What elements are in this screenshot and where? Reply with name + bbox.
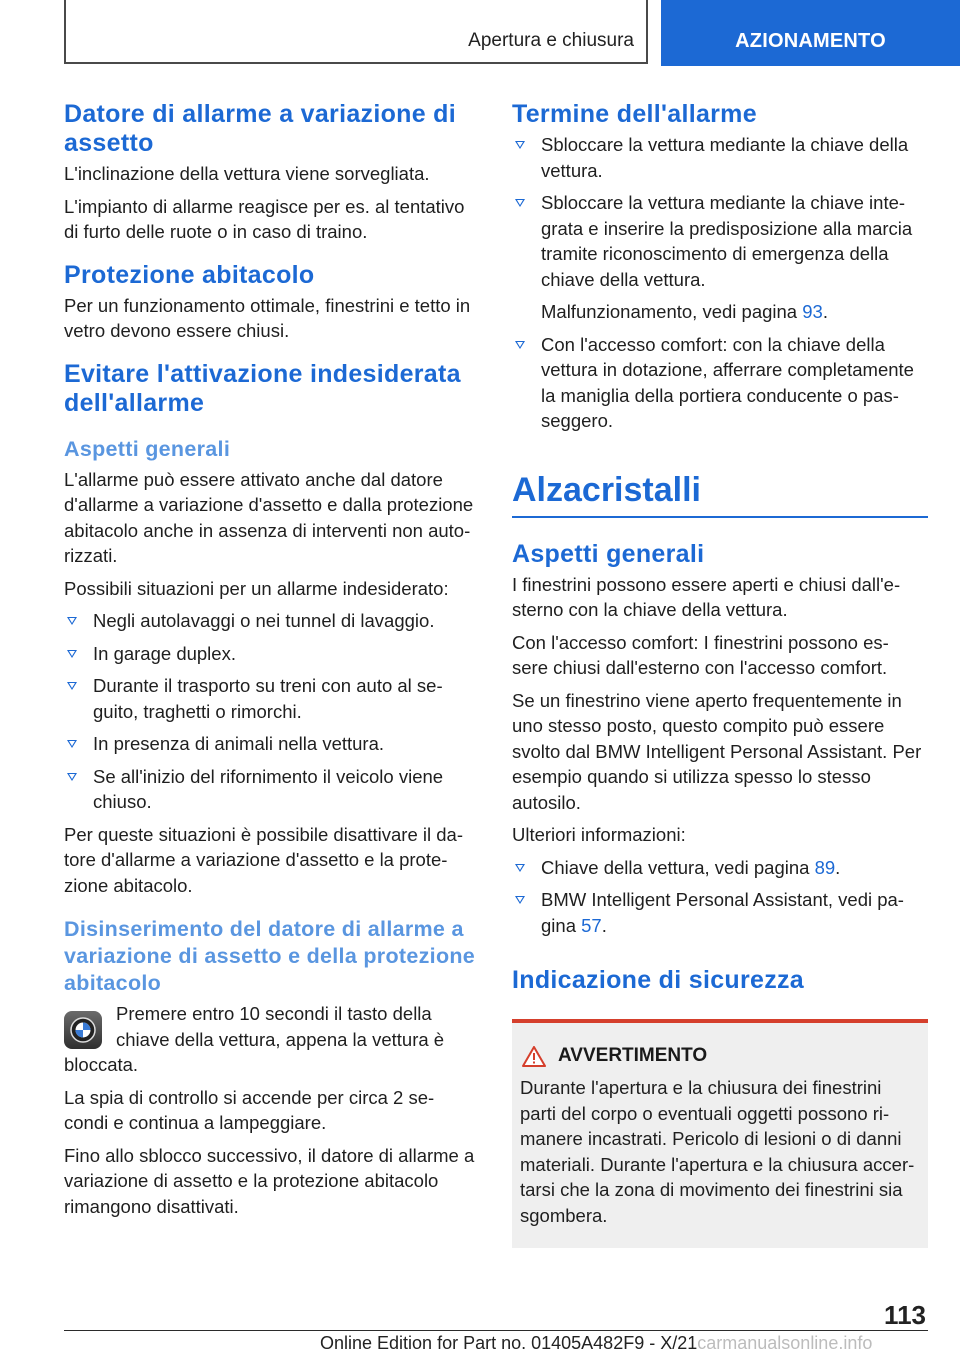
bullet-triangle-icon — [67, 650, 77, 658]
list-item: Chiave della vettura, vedi pagina 89. — [512, 855, 928, 881]
paragraph: L'impianto di allarme reagisce per es. al tentativo di furto delle ruote o in caso di traino. — [64, 195, 465, 242]
bullet-triangle-icon — [67, 740, 77, 748]
list-item: Se all'inizio del rifornimento il veicolo viene chiuso. — [64, 764, 480, 815]
bullet-list — [512, 855, 928, 939]
footer-watermark: carmanualsonline.info — [697, 1333, 873, 1353]
sub-paragraph: Malfunzionamento, vedi pagina 93. — [541, 301, 828, 322]
key-instruction: Premere entro 10 secondi il tasto della chiave della vettura, appena la vettura è bloccata. — [64, 1003, 445, 1075]
heading-avoid-alarm: Evitare l'attivazione indesiderata dell'allarme — [64, 359, 461, 417]
list-item: BMW Intelligent Personal Assistant, vedi pa- gina 57. — [512, 887, 928, 938]
bullet-triangle-icon — [67, 682, 77, 690]
paragraph: Per un funzionamento ottimale, finestrini e tetto in vetro devono essere chiusi. — [64, 294, 471, 341]
page-link-93[interactable]: 93 — [802, 301, 823, 322]
bmw-key-icon — [64, 1011, 102, 1049]
paragraph: Ulteriori informazioni: — [512, 824, 686, 845]
page-link-89[interactable]: 89 — [814, 856, 836, 878]
right-column — [512, 100, 928, 1248]
bullet-triangle-icon — [515, 896, 525, 904]
heading-safety-note: Indicazione di sicurezza — [512, 966, 805, 994]
heading-end-alarm: Termine dell'allarme — [512, 100, 757, 128]
warning-text: Durante l'apertura e la chiusura dei finestrini parti del corpo o eventuali oggetti possono ri- manere incastrati. Pericolo di lesioni o di danni materiali. Durante l'apertura e la chiusura accer- tarsi che la zona di movimento dei finestrini sia sgombera. — [520, 1077, 915, 1226]
heading-cabin-protection: Protezione abitacolo — [64, 260, 315, 289]
left-column — [64, 100, 480, 1226]
list-item: Sbloccare la vettura mediante la chiave della vettura. — [512, 132, 928, 183]
heading-general: Aspetti generali — [64, 436, 231, 461]
bullet-triangle-icon — [515, 199, 525, 207]
bullet-triangle-icon — [67, 773, 77, 781]
bullet-list — [512, 332, 928, 434]
paragraph: Per queste situazioni è possibile disattivare il da- tore d'allarme a variazione d'assetto e la prote- zione abitacolo. — [64, 823, 463, 896]
heading-tilt-alarm: Datore di allarme a variazione di assetto — [64, 100, 456, 157]
list-item: Durante il trasporto su treni con auto al se- guito, traghetti o rimorchi. — [64, 673, 480, 724]
bullet-list — [512, 132, 928, 292]
heading-general: Aspetti generali — [512, 539, 705, 568]
bullet-triangle-icon — [67, 617, 77, 625]
paragraph: I finestrini possono essere aperti e chiusi dall'e- sterno con la chiave della vettura. — [512, 573, 901, 620]
paragraph: Fino allo sblocco successivo, il datore di allarme a variazione di assetto e la protezione abitacolo rimangono disattivati. — [64, 1144, 475, 1217]
page-link-57[interactable]: 57 — [581, 914, 602, 936]
warning-title: AVVERTIMENTO — [520, 1045, 920, 1067]
warning-triangle-icon — [522, 1046, 546, 1067]
bullet-list — [64, 608, 480, 815]
warning-box — [512, 1019, 928, 1248]
paragraph: L'allarme può essere attivato anche dal datore d'allarme a variazione d'assetto e dalla protezione abitacolo anche in assenza di interventi non auto- rizzati. — [64, 468, 474, 566]
header-section-title: Apertura e chiusura — [468, 30, 634, 51]
paragraph: L'inclinazione della vettura viene sorvegliata. — [64, 163, 430, 184]
list-item: In presenza di animali nella vettura. — [64, 731, 480, 757]
list-item: Sbloccare la vettura mediante la chiave inte- grata e inserire la predisposizione alla marcia tramite riconoscimento di emergenza della chiave della vettura. — [512, 190, 928, 292]
footer-divider — [64, 1330, 928, 1331]
heading-disable-alarm: Disinserimento del datore di allarme a variazione di assetto e della protezione abitacolo — [64, 917, 476, 995]
bullet-triangle-icon — [515, 341, 525, 349]
list-item: In garage duplex. — [64, 641, 480, 667]
list-item: Negli autolavaggi o nei tunnel di lavaggio. — [64, 608, 480, 634]
paragraph: Con l'accesso comfort: I finestrini possono es- sere chiusi dall'esterno con l'accesso comfort. — [512, 631, 889, 678]
bullet-triangle-icon — [515, 141, 525, 149]
header-chapter-tab[interactable]: AZIONAMENTO — [661, 0, 960, 66]
list-item: Con l'accesso comfort: con la chiave della vettura in dotazione, afferrare completamente la maniglia della portiera conducente o pas- seggero. — [512, 332, 928, 434]
page-number: 113 — [884, 1300, 926, 1330]
footer-edition: Online Edition for Part no. 01405A482F9 - X/21carmanualsonline.info — [320, 1333, 873, 1353]
paragraph: Se un finestrino viene aperto frequentemente in uno stesso posto, questo compito può essere svolto dal BMW Intelligent Personal Assistant. Per esempio quando si utilizza spesso lo stesso autosilo. — [512, 689, 922, 813]
paragraph: La spia di controllo si accende per circa 2 se- condi e continua a lampeggiare. — [64, 1086, 435, 1133]
paragraph: Possibili situazioni per un allarme indesiderato: — [64, 577, 449, 599]
heading-window-lifts: Alzacristalli — [512, 470, 928, 518]
bullet-triangle-icon — [515, 864, 525, 872]
